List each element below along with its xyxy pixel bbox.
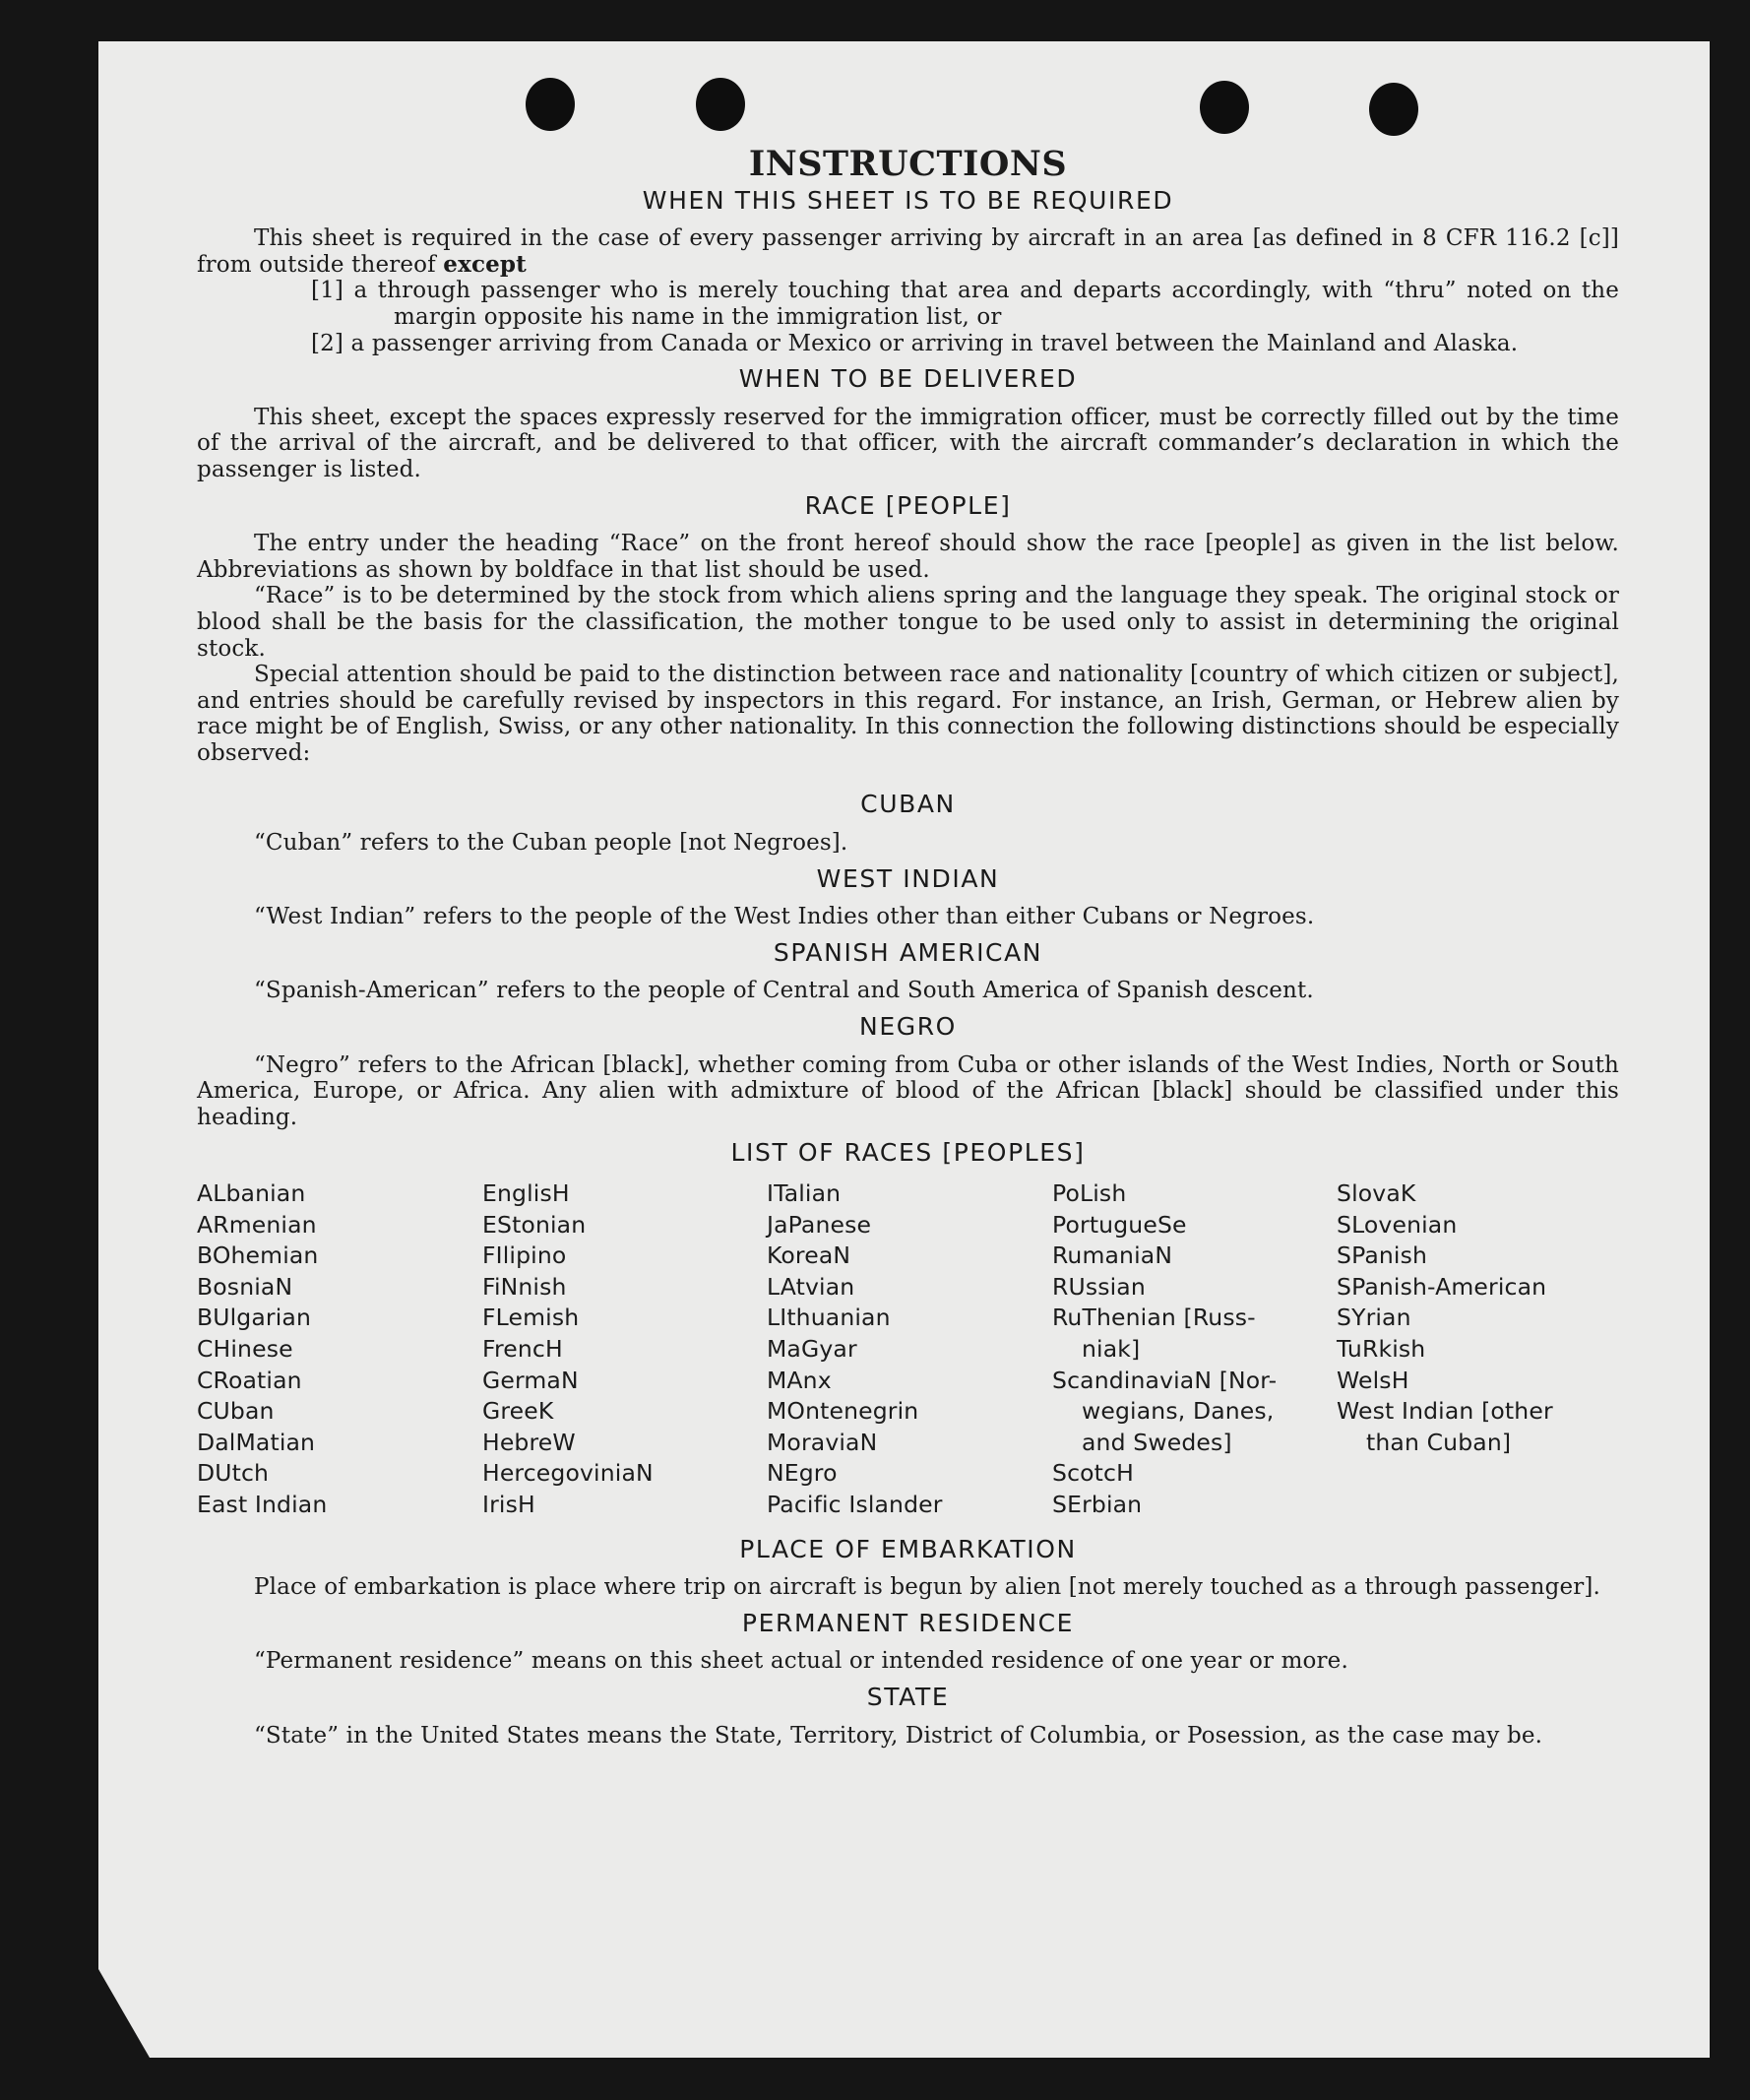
race-item: RuThenian [Russ- (1052, 1304, 1256, 1332)
race-item: KoreaN (767, 1241, 851, 1270)
race-item: BUlgarian (197, 1304, 312, 1332)
race-item: GreeK (482, 1397, 554, 1426)
races-column-1 (197, 1178, 482, 1521)
race-item: ITalian (767, 1179, 842, 1207)
section-heading-race: RACE [PEOPLE] (804, 490, 1012, 520)
race-item: MoraviaN (767, 1428, 878, 1456)
spanish-american-paragraph: “Spanish-American” refers to the people of Central and South America of Spanish descent. (254, 978, 1314, 1004)
race-item: SlovaK (1337, 1179, 1416, 1207)
punch-hole (526, 78, 575, 131)
race-item: PoLish (1052, 1179, 1127, 1207)
race-item: SPanish (1337, 1241, 1428, 1270)
section-heading-west-indian: WEST INDIAN (816, 863, 1000, 893)
race-item: FiNnish (482, 1272, 567, 1301)
required-item-1: [1] a through passenger who is merely touching that area and departs accordingly, with “thru” noted on the margin opposite his name in the immigration list, or (311, 278, 1619, 330)
race-item: BosniaN (197, 1272, 293, 1301)
race-item: BOhemian (197, 1241, 319, 1270)
race-item: ALbanian (197, 1179, 306, 1207)
race-item: SYrian (1337, 1304, 1411, 1332)
race-item-continued: niak] (1082, 1334, 1141, 1363)
race-paragraph-3: Special attention should be paid to the distinction between race and nationality [country of which citizen or subject], and entries should be carefully revised by inspectors in this regard. For instance, an Irish, German, or Hebrew alien by race might be of English, Swiss, or any other nationality. In this connection the following distinctions should be especially observed: (197, 662, 1619, 766)
race-item: NEgro (767, 1459, 838, 1488)
race-item: WelsH (1337, 1366, 1409, 1394)
race-item: EStonian (482, 1210, 587, 1239)
punch-hole (1369, 83, 1418, 136)
race-item: LAtvian (767, 1272, 855, 1301)
race-item: RUssian (1052, 1272, 1146, 1301)
section-heading-state: STATE (866, 1682, 950, 1711)
race-item: SLovenian (1337, 1210, 1458, 1239)
section-heading-residence: PERMANENT RESIDENCE (741, 1608, 1075, 1637)
required-paragraph (197, 225, 1619, 278)
section-heading-delivered: WHEN TO BE DELIVERED (738, 364, 1078, 394)
state-paragraph: “State” in the United States means the State, Territory, District of Columbia, or Posession, as the case may be. (254, 1722, 1543, 1749)
race-item-continued: and Swedes] (1082, 1428, 1232, 1456)
race-item: SPanish-American (1337, 1272, 1547, 1301)
race-item: RumaniaN (1052, 1241, 1173, 1270)
race-paragraph-2: “Race” is to be determined by the stock from which aliens spring and the language they speak. The original stock or blood shall be the basis for the classification, the mother tongue to be used only to assist in determining the original stock. (197, 583, 1619, 662)
race-item: PortugueSe (1052, 1210, 1187, 1239)
race-item: MAnx (767, 1366, 832, 1394)
race-item: MaGyar (767, 1334, 857, 1363)
race-item: ScotcH (1052, 1459, 1134, 1488)
race-item: SErbian (1052, 1490, 1143, 1518)
section-heading-cuban: CUBAN (860, 790, 956, 819)
race-item: MOntenegrin (767, 1397, 919, 1426)
residence-paragraph: “Permanent residence” means on this sheet actual or intended residence of one year or more. (254, 1648, 1348, 1675)
punch-hole (696, 78, 745, 131)
delivered-paragraph: This sheet, except the spaces expressly reserved for the immigration officer, must be correctly filled out by the time of the arrival of the aircraft, and be delivered to that officer, with the aircraft commander’s declaration in which the passenger is listed. (197, 404, 1619, 482)
race-item: DUtch (197, 1459, 270, 1488)
page-title: INSTRUCTIONS (748, 144, 1068, 184)
race-paragraph-1: The entry under the heading “Race” on the front hereof should show the race [people] as given in the list below. Abbreviations as shown by boldface in that list should be used. (197, 531, 1619, 583)
west-indian-paragraph: “West Indian” refers to the people of the West Indies other than either Cubans or Negroes. (254, 904, 1315, 930)
races-column-5 (1337, 1178, 1619, 1521)
race-item-continued: wegians, Danes, (1082, 1397, 1275, 1426)
race-item: HebreW (482, 1428, 576, 1456)
race-item: JaPanese (767, 1210, 872, 1239)
section-heading-spanish-american: SPANISH AMERICAN (773, 937, 1043, 967)
race-item: CUban (197, 1397, 275, 1426)
required-intro: This sheet is required in the case of every passenger arriving by aircraft in an area [as defined in 8 CFR 116.2 [c]] from outside thereof (197, 225, 1619, 278)
cuban-paragraph: “Cuban” refers to the Cuban people [not Negroes]. (254, 830, 848, 857)
race-item: GermaN (482, 1366, 579, 1394)
race-item: CHinese (197, 1334, 293, 1363)
race-item: LIthuanian (767, 1304, 891, 1332)
race-item: EnglisH (482, 1179, 570, 1207)
races-list (197, 1178, 1619, 1521)
race-item: FIlipino (482, 1241, 567, 1270)
section-heading-list: LIST OF RACES [PEOPLES] (730, 1138, 1086, 1168)
race-item: East Indian (197, 1490, 328, 1518)
race-item: IrisH (482, 1490, 535, 1518)
races-column-4 (1052, 1178, 1337, 1521)
negro-paragraph: “Negro” refers to the African [black], whether coming from Cuba or other islands of the West Indies, North or South America, Europe, or Africa. Any alien with admixture of blood of the African [black] should be classified under this heading. (197, 1051, 1619, 1130)
section-heading-negro: NEGRO (859, 1012, 957, 1042)
embarkation-paragraph: Place of embarkation is place where trip on aircraft is begun by alien [not merely touched as a through passenger]. (254, 1574, 1601, 1601)
race-item: FLemish (482, 1304, 580, 1332)
required-except: except (443, 250, 527, 278)
race-item: ScandinaviaN [Nor- (1052, 1366, 1278, 1394)
race-item: West Indian [other (1337, 1397, 1553, 1426)
races-column-3 (767, 1178, 1052, 1521)
instructions-content (197, 144, 1619, 1749)
race-item-continued: than Cuban] (1366, 1428, 1512, 1456)
races-column-2 (482, 1178, 767, 1521)
race-item: Pacific Islander (767, 1490, 943, 1518)
race-item: TuRkish (1337, 1334, 1426, 1363)
race-item: HercegoviniaN (482, 1459, 654, 1488)
section-heading-embarkation: PLACE OF EMBARKATION (739, 1534, 1077, 1563)
required-item-2: [2] a passenger arriving from Canada or Mexico or arriving in travel between the Mainland and Alaska. (311, 330, 1519, 356)
section-heading-required: WHEN THIS SHEET IS TO BE REQUIRED (642, 185, 1174, 215)
race-item: FrencH (482, 1334, 563, 1363)
race-item: ARmenian (197, 1210, 317, 1239)
race-item: CRoatian (197, 1366, 302, 1394)
race-item: DalMatian (197, 1428, 316, 1456)
punch-hole (1200, 81, 1249, 134)
